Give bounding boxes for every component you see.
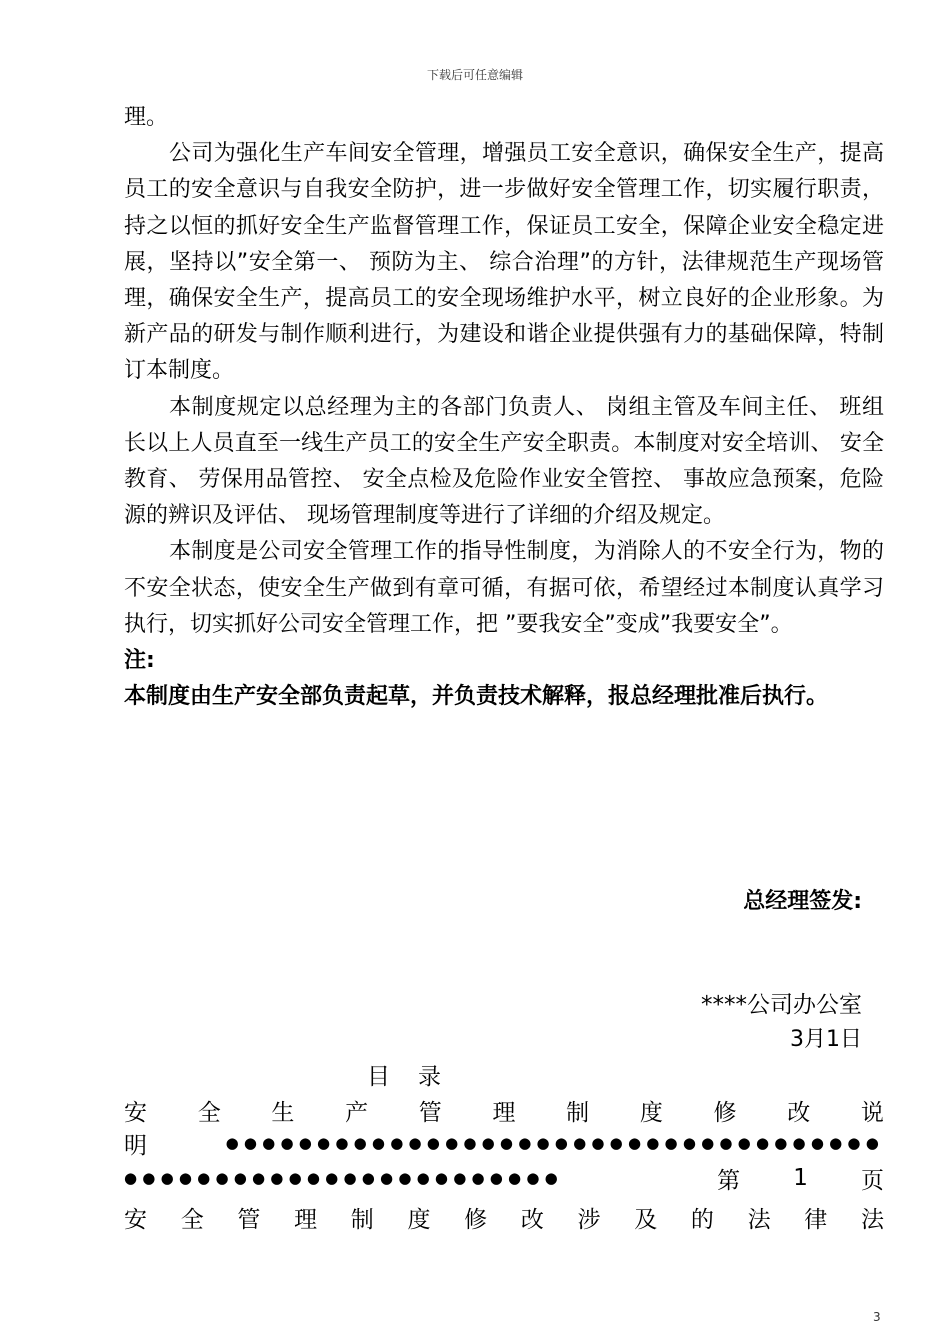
issuing-office: ****公司办公室	[701, 992, 862, 1018]
toc-char: 法	[747, 1206, 771, 1233]
toc-page-suffix: 页	[861, 1167, 884, 1194]
toc-char: 法	[860, 1206, 884, 1233]
toc-char: 说	[860, 1099, 884, 1126]
toc-leader-dots: ●●●●●●●●●●●●●●●●●●●●●●●●	[124, 1169, 563, 1187]
page-number: 3	[873, 1310, 881, 1324]
toc-char: 改	[520, 1206, 544, 1233]
gm-signature-label: 总经理签发:	[743, 889, 862, 914]
toc-leader-dots: ●●●●●●●●●●●●●●●●●●●●●●●●●●●●●●●●●●●●	[225, 1134, 884, 1152]
toc-char: 安	[124, 1099, 147, 1126]
paragraph-continuation: 理。	[124, 105, 169, 130]
toc-char: 安	[124, 1206, 147, 1233]
toc-title: 目录	[367, 1064, 469, 1090]
document-body	[124, 100, 884, 715]
toc-char: 产	[345, 1099, 369, 1126]
toc-char: 及	[634, 1206, 658, 1233]
toc-page-number: 1	[793, 1165, 808, 1191]
toc-char: 度	[639, 1099, 663, 1126]
toc-char: 管	[418, 1099, 442, 1126]
toc-entry-1-line-3	[124, 1160, 884, 1196]
issue-date: 3月1日	[790, 1027, 862, 1052]
paragraph-scope: 本制度规定以总经理为主的各部门负责人、 岗组主管及车间主任、 班组长以上人员直至一线生产员工的安全生产安全职责。本制度对安全培训、 安全教育、 劳保用品管控、 安全点检及危险作业安全管控、 事故应急预案，危险源的辨识及评估、 现场管理制度等进行了详细的介绍及规定。	[124, 394, 884, 529]
toc-char: 的	[690, 1206, 714, 1233]
toc-char: 理	[492, 1099, 516, 1126]
toc-char: 明	[124, 1132, 147, 1159]
paragraph-guidance: 本制度是公司安全管理工作的指导性制度，为消除人的不安全行为，物的不安全状态，使安全生产做到有章可循，有据可依，希望经过本制度认真学习执行，切实抓好公司安全管理工作，把 ”要我安全”变成”我要安全”。	[124, 539, 884, 637]
toc-char: 修	[713, 1099, 737, 1126]
toc-char: 制	[350, 1206, 374, 1233]
toc-char: 全	[197, 1099, 221, 1126]
toc-char: 管	[237, 1206, 261, 1233]
toc-char: 理	[294, 1206, 318, 1233]
note-label: 注:	[124, 648, 155, 674]
toc-char: 制	[566, 1099, 590, 1126]
toc-entry-1-line-1	[124, 1092, 884, 1128]
toc-char: 改	[787, 1099, 811, 1126]
toc-char: 度	[407, 1206, 431, 1233]
paragraph-purpose: 公司为强化生产车间安全管理，增强员工安全意识，确保安全生产，提高员工的安全意识与自我安全防护，进一步做好安全管理工作，切实履行职责，持之以恒的抓好安全生产监督管理工作，保证员工安全，保障企业安全稳定进展，坚持以”安全第一、 预防为主、 综合治理”的方针，法律规范生产现场管理，确保安全生产，提高员工的安全现场维护水平，树立良好的企业形象。为新产品的研发与制作顺利进行，为建设和谐企业提供强有力的基础保障，特制订本制度。	[124, 141, 884, 384]
toc-char: 修	[464, 1206, 488, 1233]
toc-entry-1-line-2	[124, 1125, 884, 1161]
note-text: 本制度由生产安全部负责起草，并负责技术解释，报总经理批准后执行。	[124, 684, 829, 710]
page-header: 下载后可任意编辑	[426, 68, 523, 82]
toc-char: 律	[804, 1206, 828, 1233]
toc-char: 全	[180, 1206, 204, 1233]
toc-char: 涉	[577, 1206, 601, 1233]
toc-page-prefix: 第	[717, 1167, 741, 1194]
toc-entry-2-line-1	[124, 1199, 884, 1235]
toc-char: 生	[271, 1099, 295, 1126]
